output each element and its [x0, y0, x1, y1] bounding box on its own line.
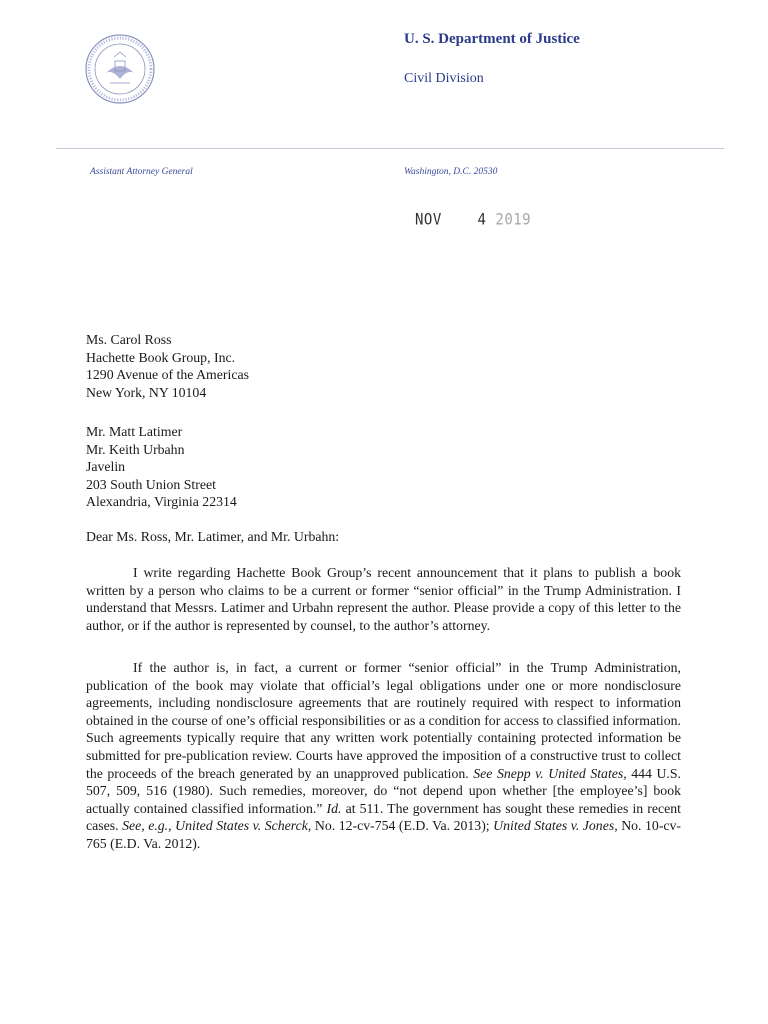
date-stamp	[415, 211, 531, 229]
address-line: Javelin	[86, 459, 126, 475]
department-name: U. S. Department of Justice	[404, 31, 580, 47]
paragraph-text: , No. 10-cv-765 (E.D. Va. 2012).	[86, 818, 682, 851]
body-paragraph-2	[86, 659, 681, 853]
paragraph-text: , 444 U.S. 507, 509, 516 (1980). Such remedies, moreover, do “not depend upon whether [the employee’s] book actually contained classified information.”	[86, 765, 681, 816]
case-citation: United States v. Jones	[493, 818, 615, 834]
doj-seal-icon	[84, 33, 156, 105]
address-line: Mr. Keith Urbahn	[86, 441, 185, 457]
citation-signal: See, e.g.	[122, 818, 169, 834]
address-line: 1290 Avenue of the Americas	[86, 367, 249, 383]
office-title: Assistant Attorney General	[90, 167, 193, 177]
address-line: 203 South Union Street	[86, 476, 216, 492]
date-day: 4	[477, 211, 487, 229]
paragraph-text: If the author is, in fact, a current or former “senior official” in the Trump Administration, publication of the book may violate that official’s legal obligations under one or more nondisclosure agreements, including nondisclosure agreements that are routinely required with respect to information obtained in the course of one’s official responsibilities or as a condition for access to classified information. Such agreements typically require that any written work potentially containing protected information be submitted for pre-publication review. Courts have approved the imposition of a constructive trust to collect the proceeds of the breach generated by an unapproved publication.	[86, 660, 681, 781]
address-line: Alexandria, Virginia 22314	[86, 494, 237, 510]
recipient-address-hachette	[86, 331, 249, 401]
division-name: Civil Division	[404, 71, 484, 86]
date-year: 2019	[495, 211, 532, 229]
address-line: Hachette Book Group, Inc.	[86, 349, 236, 365]
paragraph-text: , No. 12-cv-754 (E.D. Va. 2013);	[307, 818, 494, 834]
recipient-address-javelin	[86, 423, 237, 511]
address-line: Ms. Carol Ross	[86, 332, 172, 347]
address-line: Mr. Matt Latimer	[86, 424, 183, 439]
salutation: Dear Ms. Ross, Mr. Latimer, and Mr. Urbahn:	[86, 529, 340, 544]
office-location: Washington, D.C. 20530	[404, 167, 498, 177]
case-citation: See Snepp v. United States	[473, 765, 624, 781]
paragraph-text: ,	[168, 818, 176, 834]
case-citation: United States v. Scherck	[175, 818, 308, 834]
body-paragraph-1: I write regarding Hachette Book Group’s recent announcement that it plans to publish a book written by a person who claims to be a current or former “senior official” in the Trump Administration. I understand that Messrs. Latimer and Urbahn represent the author. Please provide a copy of this letter to the author, or if the author is represented by counsel, to the author’s attorney.	[86, 565, 681, 633]
paragraph-text: at 511. The government has sought these remedies in recent cases.	[86, 800, 681, 834]
letterhead-divider	[56, 148, 724, 149]
address-line: New York, NY 10104	[86, 384, 207, 400]
case-citation: Id.	[326, 800, 342, 816]
date-month: NOV	[415, 211, 442, 229]
